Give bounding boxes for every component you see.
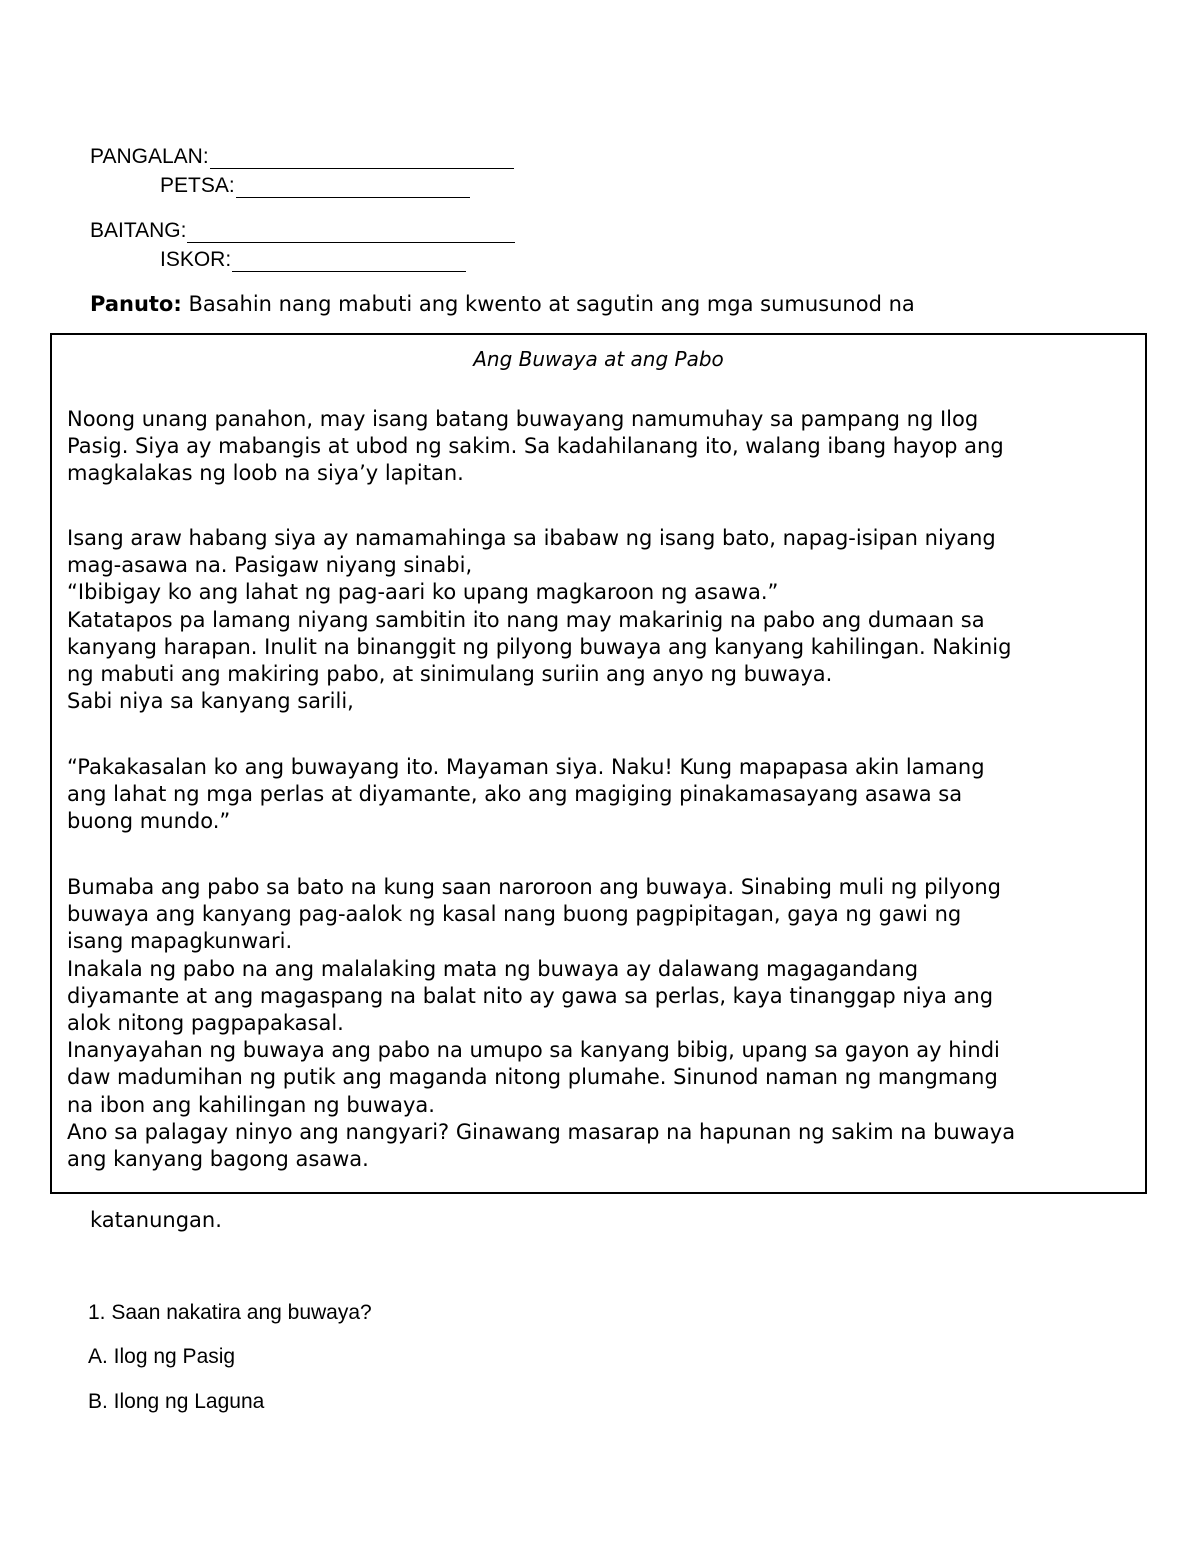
directions-continuation: katanungan.: [90, 1208, 222, 1232]
story-paragraph-2: Isang araw habang siya ay namamahinga sa ibabaw ng isang bato, napag-isipan niyang mag-asawa na. Pasigaw niyang sinabi, “Ibibigay ko ang lahat ng pag-aari ko upang magkaroon ng asawa.” Katatapos pa lamang niyang sambitin ito nang may makarinig na pabo ang dumaan sa kanyang harapan. Inulit na binanggit ng pilyong buwaya ang kanyang kahilingan. Nakinig ng mabuti ang makiring pabo, at sinimulang suriin ang anyo ng buwaya. Sabi niya sa kanyang sarili,: [67, 526, 1012, 714]
directions-label: Panuto:: [90, 292, 182, 316]
score-field: [160, 248, 466, 272]
score-blank-line[interactable]: [232, 251, 466, 272]
grade-field: [90, 219, 515, 243]
question-1: 1. Saan nakatira ang buwaya?: [88, 1301, 372, 1324]
story-box: [50, 333, 1147, 1194]
question-1-choice-b[interactable]: B. Ilong ng Laguna: [88, 1390, 265, 1413]
grade-blank-line[interactable]: [187, 222, 515, 243]
date-field: [160, 174, 470, 198]
date-label: PETSA:: [160, 174, 235, 197]
date-blank-line[interactable]: [236, 177, 470, 198]
story-paragraph-4: Bumaba ang pabo sa bato na kung saan naroroon ang buwaya. Sinabing muli ng pilyong buwaya ang kanyang pag-aalok ng kasal nang buong pagpipitagan, gaya ng gawi ng isang mapagkunwari. Inakala ng pabo na ang malalaking mata ng buwaya ay dalawang magagandang diyamante at ang magaspang na balat nito ay gawa sa perlas, kaya tinanggap niya ang alok nitong pagpapakasal. Inanyayahan ng buwaya ang pabo na umupo sa kanyang bibig, upang sa gayon ay hindi daw madumihan ng putik ang maganda nitong plumahe. Sinunod naman ng mangmang na ibon ang kahilingan ng buwaya. Ano sa palagay ninyo ang nangyari? Ginawang masarap na hapunan ng sakim na buwaya ang kanyang bagong asawa.: [67, 875, 1016, 1172]
directions-text: Basahin nang mabuti ang kwento at sagutin ang mga sumusunod na: [181, 292, 915, 316]
name-field: [90, 145, 514, 169]
question-1-choice-a[interactable]: A. Ilog ng Pasig: [88, 1345, 236, 1368]
score-label: ISKOR:: [160, 248, 232, 271]
name-blank-line[interactable]: [210, 148, 514, 169]
story-paragraph-1: Noong unang panahon, may isang batang buwayang namumuhay sa pampang ng Ilog Pasig. Siya ay mabangis at ubod ng sakim. Sa kadahilanang ito, walang ibang hayop ang magkalakas ng loob na siya’y lapitan.: [67, 407, 1004, 486]
story-paragraph-3: “Pakakasalan ko ang buwayang ito. Mayaman siya. Naku! Kung mapapasa akin lamang ang lahat ng mga perlas at diyamante, ako ang magiging pinakamasayang asawa sa buong mundo.”: [67, 755, 985, 834]
directions: [90, 291, 915, 317]
name-label: PANGALAN:: [90, 145, 209, 168]
grade-label: BAITANG:: [90, 219, 187, 242]
story-title: Ang Buwaya at ang Pabo: [473, 347, 724, 371]
